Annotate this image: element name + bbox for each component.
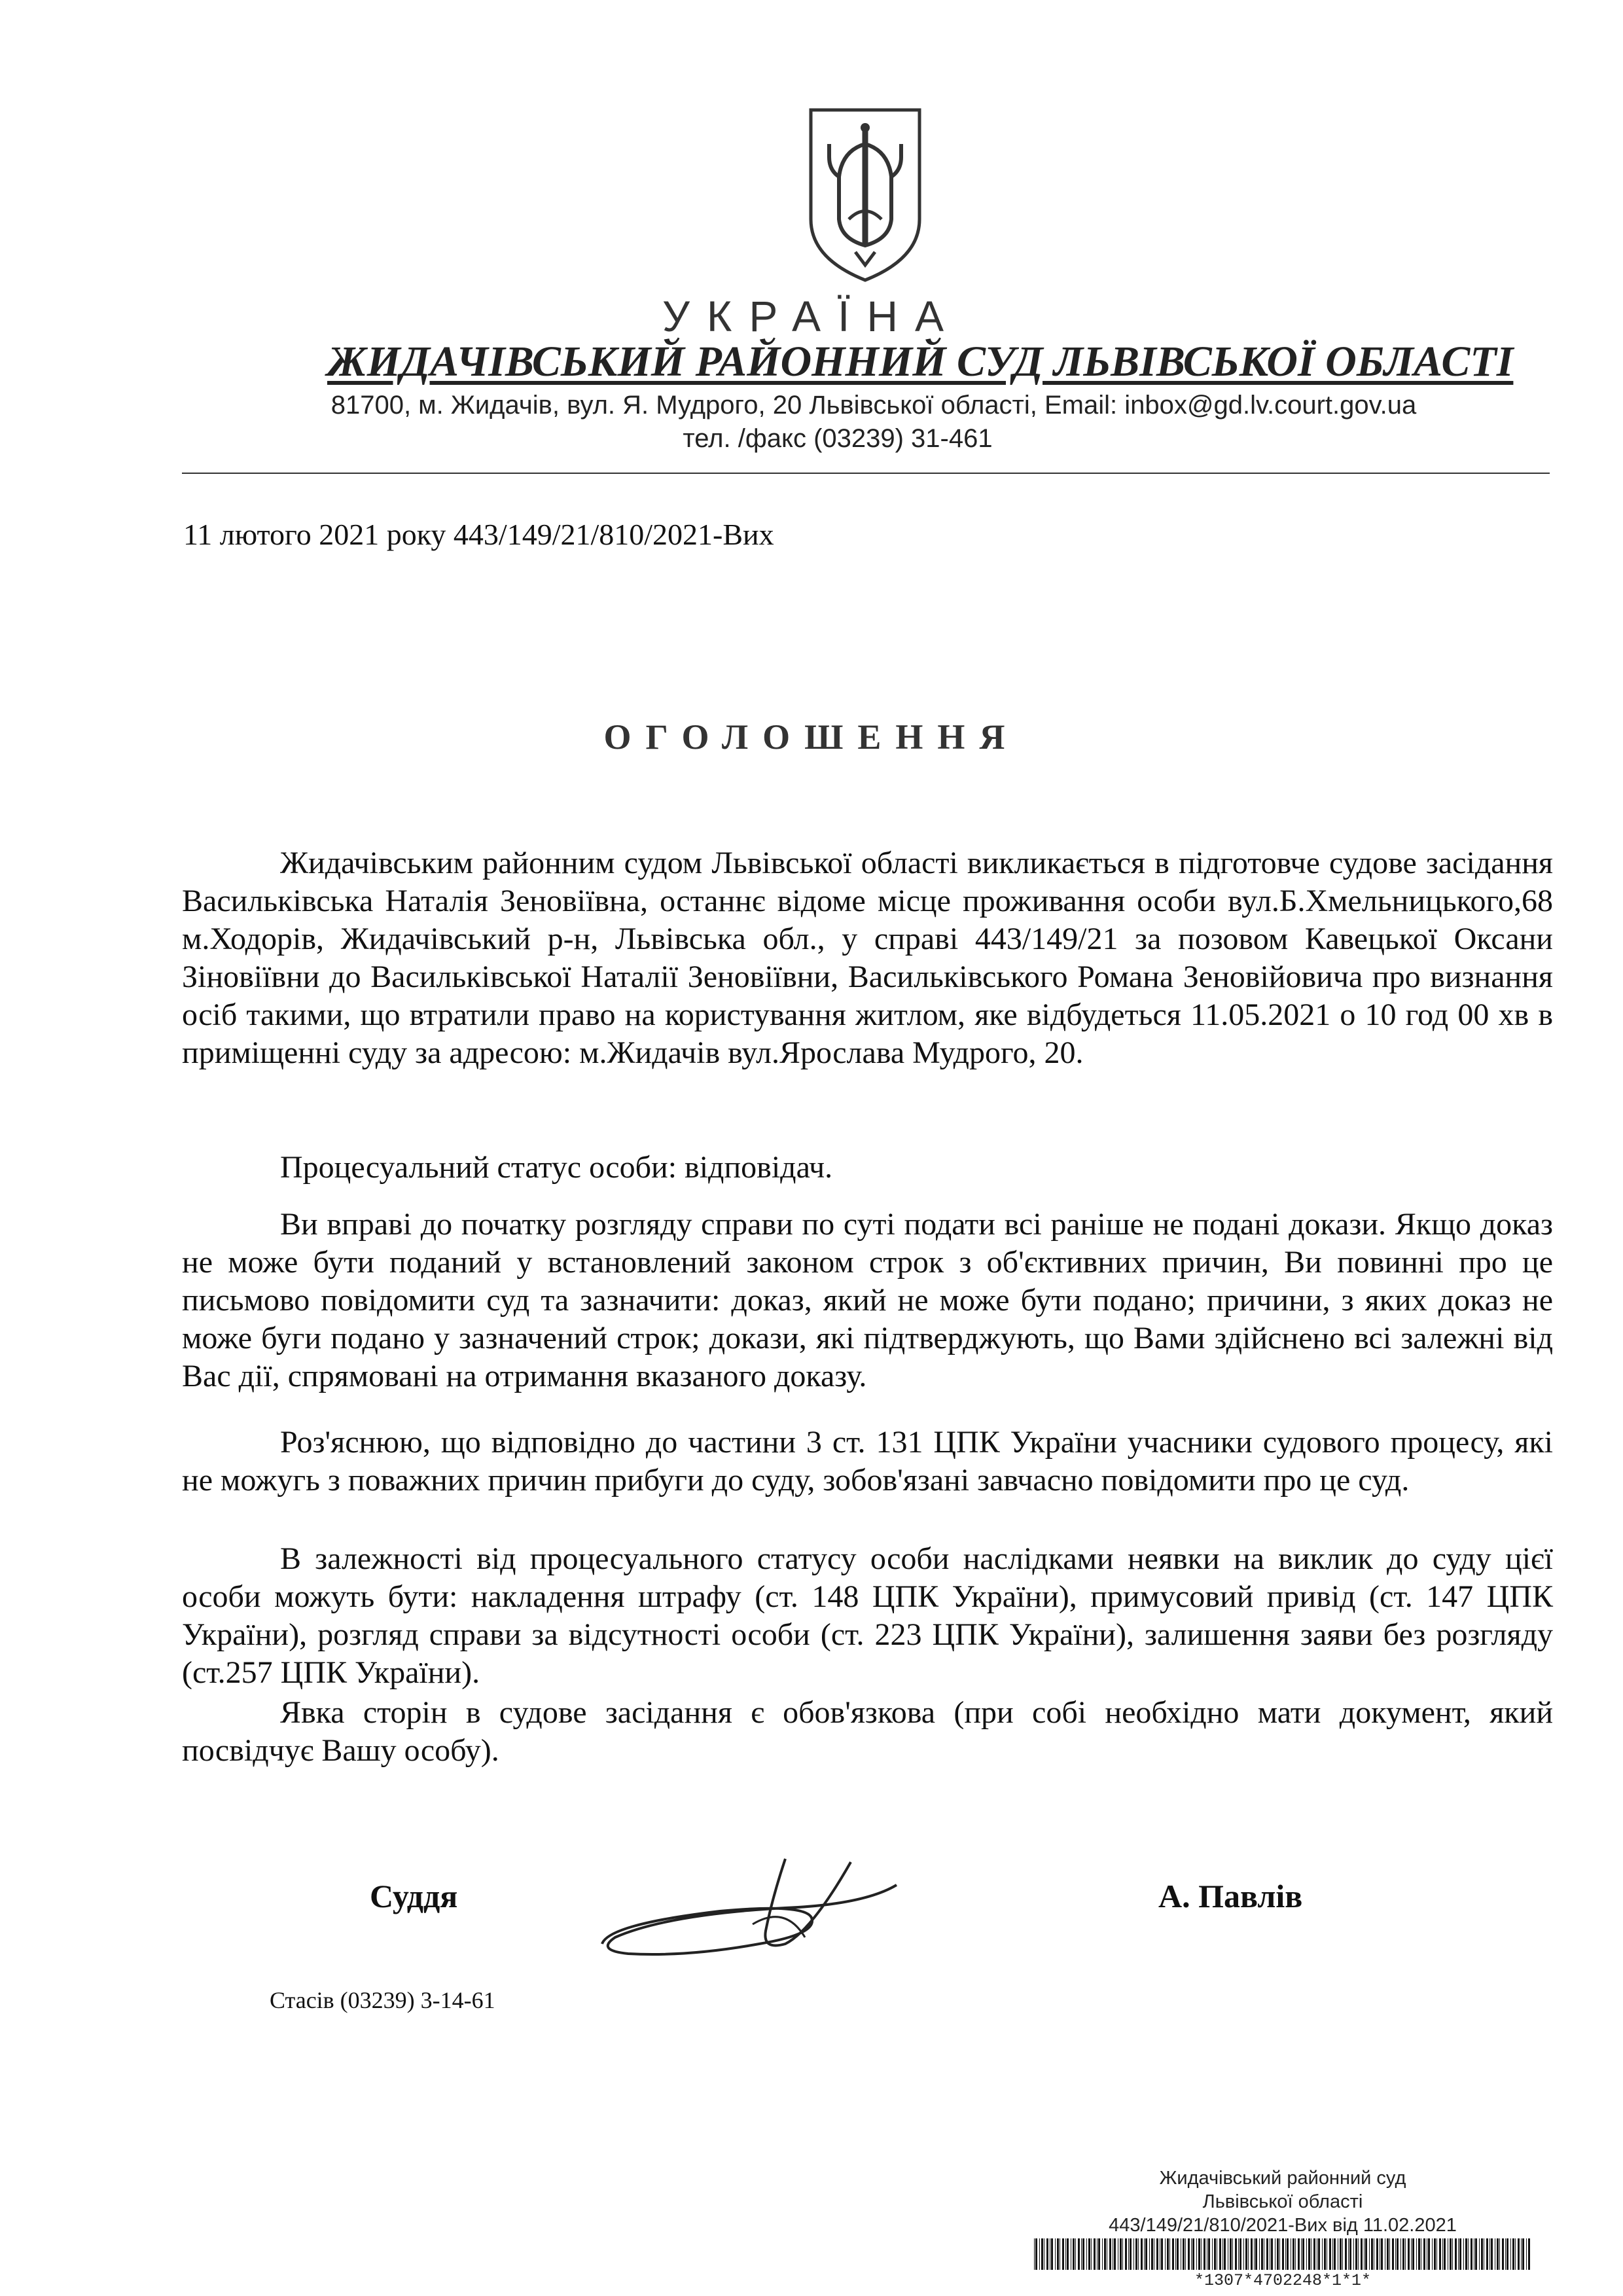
stamp-region: Львівської області bbox=[1202, 2191, 1363, 2212]
court-phone: тел. /факс (03239) 31-461 bbox=[683, 424, 993, 453]
stamp-reference: 443/149/21/810/2021-Вих від 11.02.2021 bbox=[1109, 2215, 1457, 2236]
document-heading: ОГОЛОШЕННЯ bbox=[603, 717, 1020, 757]
header-divider bbox=[182, 473, 1550, 474]
date-reference: 11 лютого 2021 року 443/149/21/810/2021-Вих bbox=[183, 518, 774, 551]
paragraph-evidence: Ви вправі до початку розгляду справи по суті подати всі раніше не подані докази. Якщо доказ не може бути поданий у встановлений законом строк з об'єктивних причин, Ви повинні про це письмово повідомити суд та зазначити: доказ, який не може бути подано; причини, з яких доказ не може буги подано у зазначений строк; докази, які підтверджують, що Вами здійснено всі залежні від Вас дії, спрямовані на отримання вказаного доказу. bbox=[182, 1207, 1553, 1393]
court-name: ЖИДАЧІВСЬКИЙ РАЙОННИЙ СУД ЛЬВІВСЬКОЇ ОБЛАСТІ bbox=[327, 338, 1514, 386]
country-title: УКРАЇНА bbox=[662, 292, 961, 340]
judge-title: Суддя bbox=[370, 1878, 458, 1914]
judge-name: А. Павлів bbox=[1158, 1878, 1303, 1914]
handwritten-signature bbox=[589, 1846, 929, 1977]
barcode-icon bbox=[1034, 2238, 1531, 2270]
paragraph-summons: Жидачівським районним судом Львівської області викликається в підготовче судове засідання Васильківська Наталія Зеновіївна, останнє відоме місце проживання особи вул.Б.Хмельницького,68 м.Ходорів, Жидачівський р-н, Львівська обл., у справі 443/149/21 за позовом Кавецької Оксани Зіновіївни до Васильківської Наталії Зеновіївни, Васильківського Романа Зеновійовича про визнання осіб такими, що втратили право на користування житлом, яке відбудеться 11.05.2021 о 10 год 00 хв в приміщенні суду за адресою: м.Жидачів вул.Ярослава Мудрого, 20. bbox=[182, 846, 1553, 1070]
registration-stamp bbox=[1034, 2166, 1531, 2290]
paragraph-status: Процесуальний статус особи: відповідач. bbox=[280, 1150, 833, 1185]
paragraph-attendance: Явка сторін в судове засідання є обов'язкова (при собі необхідно мати документ, який посвідчує Вашу особу). bbox=[182, 1695, 1553, 1768]
stamp-court: Жидачівський районний суд bbox=[1159, 2168, 1406, 2189]
court-address: 81700, м. Жидачів, вул. Я. Мудрого, 20 Львівської області, Email: inbox@gd.lv.court.gov.ua bbox=[330, 391, 1417, 420]
paragraph-consequences: В залежності від процесуального статусу особи наслідками неявки на виклик до суду цієї особи можуть бути: накладення штрафу (ст. 148 ЦПК України), примусовий привід (ст. 147 ЦПК України), розгляд справи за відсутності особи (ст. 223 ЦПК України), залишення заяви без розгляду (ст.257 ЦПК України). bbox=[182, 1541, 1553, 1690]
executor-contact: Стасів (03239) 3-14-61 bbox=[270, 1987, 495, 2013]
coat-of-arms-icon bbox=[803, 105, 927, 285]
barcode-number: *1307*4702248*1*1* bbox=[1194, 2271, 1372, 2290]
paragraph-explanation: Роз'яснюю, що відповідно до частини 3 ст. 131 ЦПК України учасники судового процесу, які не можугь з поважних причин прибуги до суду, зобов'язані завчасно повідомити про це суд. bbox=[182, 1425, 1553, 1498]
